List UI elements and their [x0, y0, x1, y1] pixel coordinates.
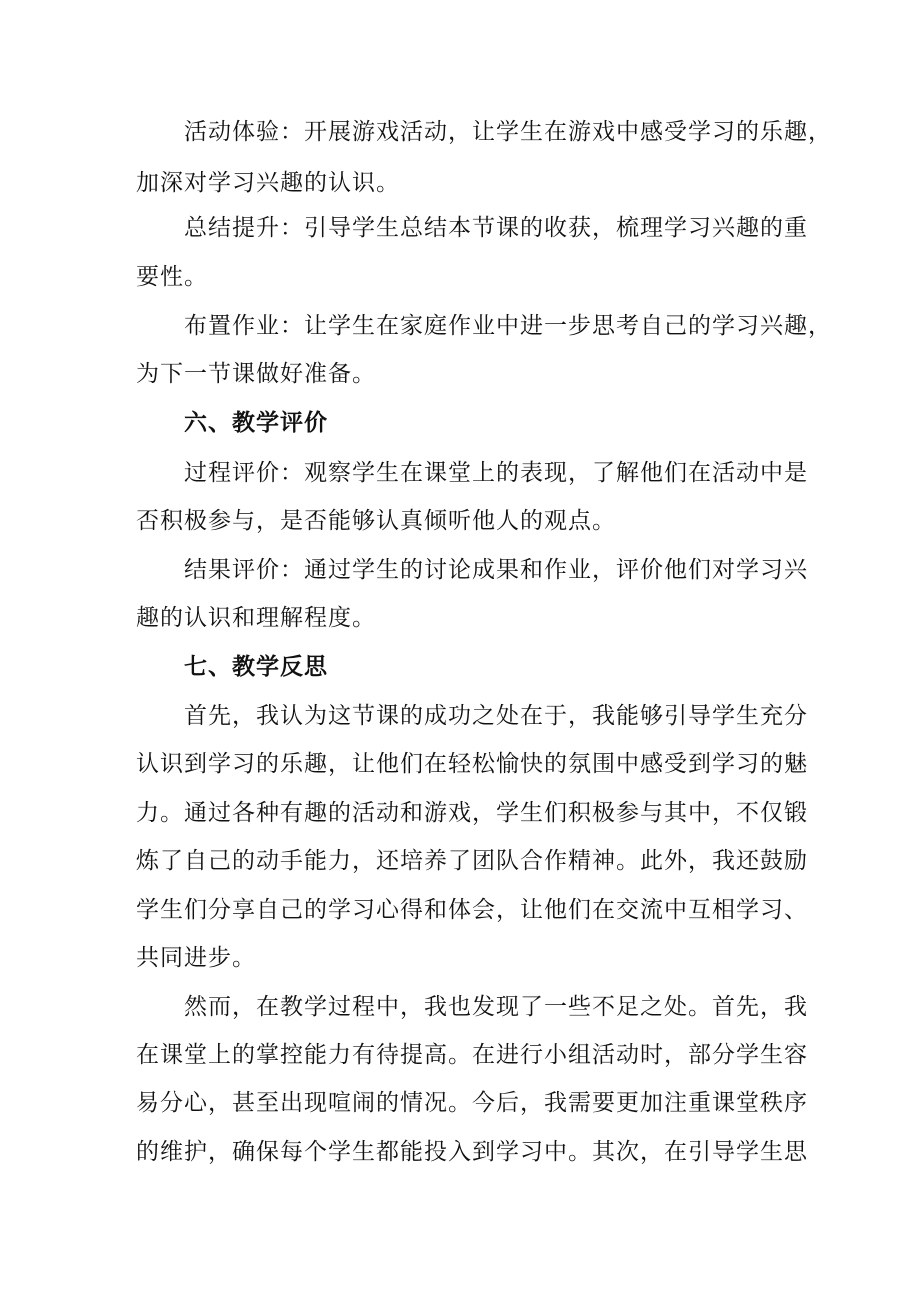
paragraph-summary-line-2: 要性。 [136, 264, 208, 290]
paragraph-reflection-2-line-4: 的维护，确保每个学生都能投入到学习中。其次，在引导学生思 [136, 1139, 808, 1165]
paragraph-summary-line-1: 总结提升：引导学生总结本节课的收获，梳理学习兴趣的重 [184, 215, 808, 241]
section-heading-teaching-evaluation: 六、教学评价 [184, 410, 328, 436]
section-heading-teaching-reflection: 七、教学反思 [184, 654, 328, 680]
paragraph-result-evaluation-line-2: 趣的认识和理解程度。 [136, 605, 376, 631]
paragraph-process-evaluation-line-2: 否积极参与，是否能够认真倾听他人的观点。 [136, 508, 616, 534]
paragraph-activity-experience-line-2: 加深对学习兴趣的认识。 [136, 170, 400, 196]
paragraph-reflection-2-line-2: 在课堂上的掌控能力有待提高。在进行小组活动时，部分学生容 [136, 1042, 808, 1068]
paragraph-reflection-2-line-1: 然而，在教学过程中，我也发现了一些不足之处。首先，我 [184, 994, 808, 1020]
paragraph-homework-line-2: 为下一节课做好准备。 [136, 361, 376, 387]
paragraph-homework-line-1: 布置作业：让学生在家庭作业中进一步思考自己的学习兴趣， [184, 313, 832, 339]
paragraph-activity-experience-line-1: 活动体验：开展游戏活动，让学生在游戏中感受学习的乐趣， [184, 119, 832, 145]
paragraph-reflection-1-line-5: 学生们分享自己的学习心得和体会，让他们在交流中互相学习、 [136, 897, 808, 923]
paragraph-process-evaluation-line-1: 过程评价：观察学生在课堂上的表现，了解他们在活动中是 [184, 460, 808, 486]
paragraph-result-evaluation-line-1: 结果评价：通过学生的讨论成果和作业，评价他们对学习兴 [184, 557, 808, 583]
paragraph-reflection-1-line-3: 力。通过各种有趣的活动和游戏，学生们积极参与其中，不仅锻 [136, 800, 808, 826]
paragraph-reflection-1-line-1: 首先，我认为这节课的成功之处在于，我能够引导学生充分 [184, 703, 808, 729]
paragraph-reflection-2-line-3: 易分心，甚至出现喧闹的情况。今后，我需要更加注重课堂秩序 [136, 1090, 808, 1116]
paragraph-reflection-1-line-2: 认识到学习的乐趣，让他们在轻松愉快的氛围中感受到学习的魅 [136, 751, 808, 777]
paragraph-reflection-1-line-4: 炼了自己的动手能力，还培养了团队合作精神。此外，我还鼓励 [136, 848, 808, 874]
paragraph-reflection-1-line-6: 共同进步。 [136, 945, 256, 971]
